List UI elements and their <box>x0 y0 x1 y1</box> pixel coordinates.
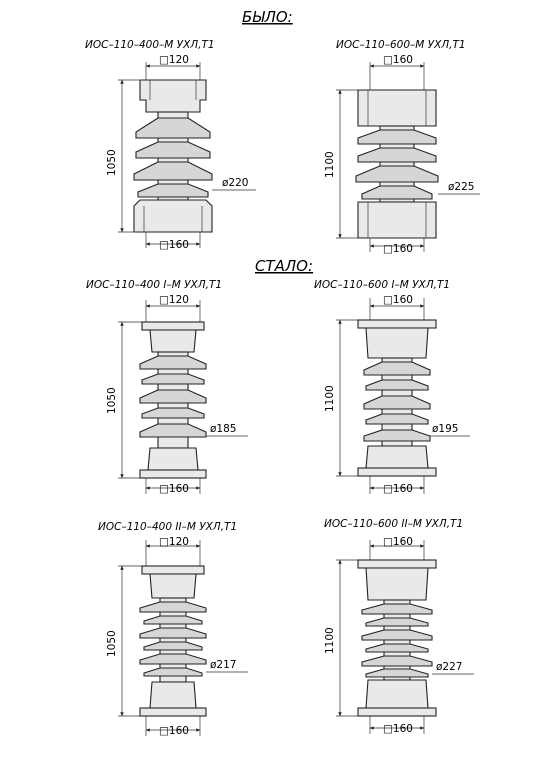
top-dimension: □160 <box>383 536 413 548</box>
insulator-title: ИОС–110–400 I–М УХЛ,Т1 <box>86 279 223 291</box>
insulator-title: ИОС–110–600–М УХЛ,Т1 <box>336 39 466 51</box>
bottom-dimension: □160 <box>383 723 413 735</box>
section-before-label: БЫЛО: <box>242 8 293 26</box>
insulator-title: ИОС–110–400–М УХЛ,Т1 <box>85 39 215 51</box>
top-dimension: □160 <box>383 294 413 306</box>
insulator-title: ИОС–110–600 II–М УХЛ,Т1 <box>324 518 464 530</box>
bottom-dimension: □160 <box>159 239 189 251</box>
bottom-dimension: □160 <box>383 483 413 495</box>
insulator-ios-110-600-i-m <box>314 279 470 495</box>
height-dimension: 1050 <box>106 630 118 657</box>
diameter-dimension: ø217 <box>210 659 237 671</box>
insulator-ios-110-400-m <box>85 39 256 251</box>
top-dimension: □120 <box>159 536 189 548</box>
height-dimension: 1100 <box>324 151 336 178</box>
insulator-title: ИОС–110–400 II–М УХЛ,Т1 <box>98 521 238 533</box>
bottom-dimension: □160 <box>159 483 189 495</box>
height-dimension: 1050 <box>106 387 118 414</box>
insulator-ios-110-400-i-m <box>86 279 248 495</box>
height-dimension: 1050 <box>106 149 118 176</box>
diameter-dimension: ø227 <box>436 661 463 673</box>
bottom-dimension: □160 <box>159 725 189 737</box>
insulator-title: ИОС–110–600 I–М УХЛ,Т1 <box>314 279 451 291</box>
section-after-label: СТАЛО: <box>255 257 314 275</box>
diameter-dimension: ø185 <box>210 423 237 435</box>
height-dimension: 1100 <box>324 385 336 412</box>
top-dimension: □160 <box>383 54 413 66</box>
height-dimension: 1100 <box>324 627 336 654</box>
diameter-dimension: ø225 <box>448 181 475 193</box>
diameter-dimension: ø195 <box>432 423 459 435</box>
top-dimension: □120 <box>159 54 189 66</box>
top-dimension: □120 <box>159 294 189 306</box>
diameter-dimension: ø220 <box>222 177 249 189</box>
bottom-dimension: □160 <box>383 243 413 255</box>
insulator-ios-110-600-ii-m <box>324 518 474 735</box>
insulator-ios-110-400-ii-m <box>98 521 248 737</box>
insulator-ios-110-600-m <box>324 39 480 255</box>
